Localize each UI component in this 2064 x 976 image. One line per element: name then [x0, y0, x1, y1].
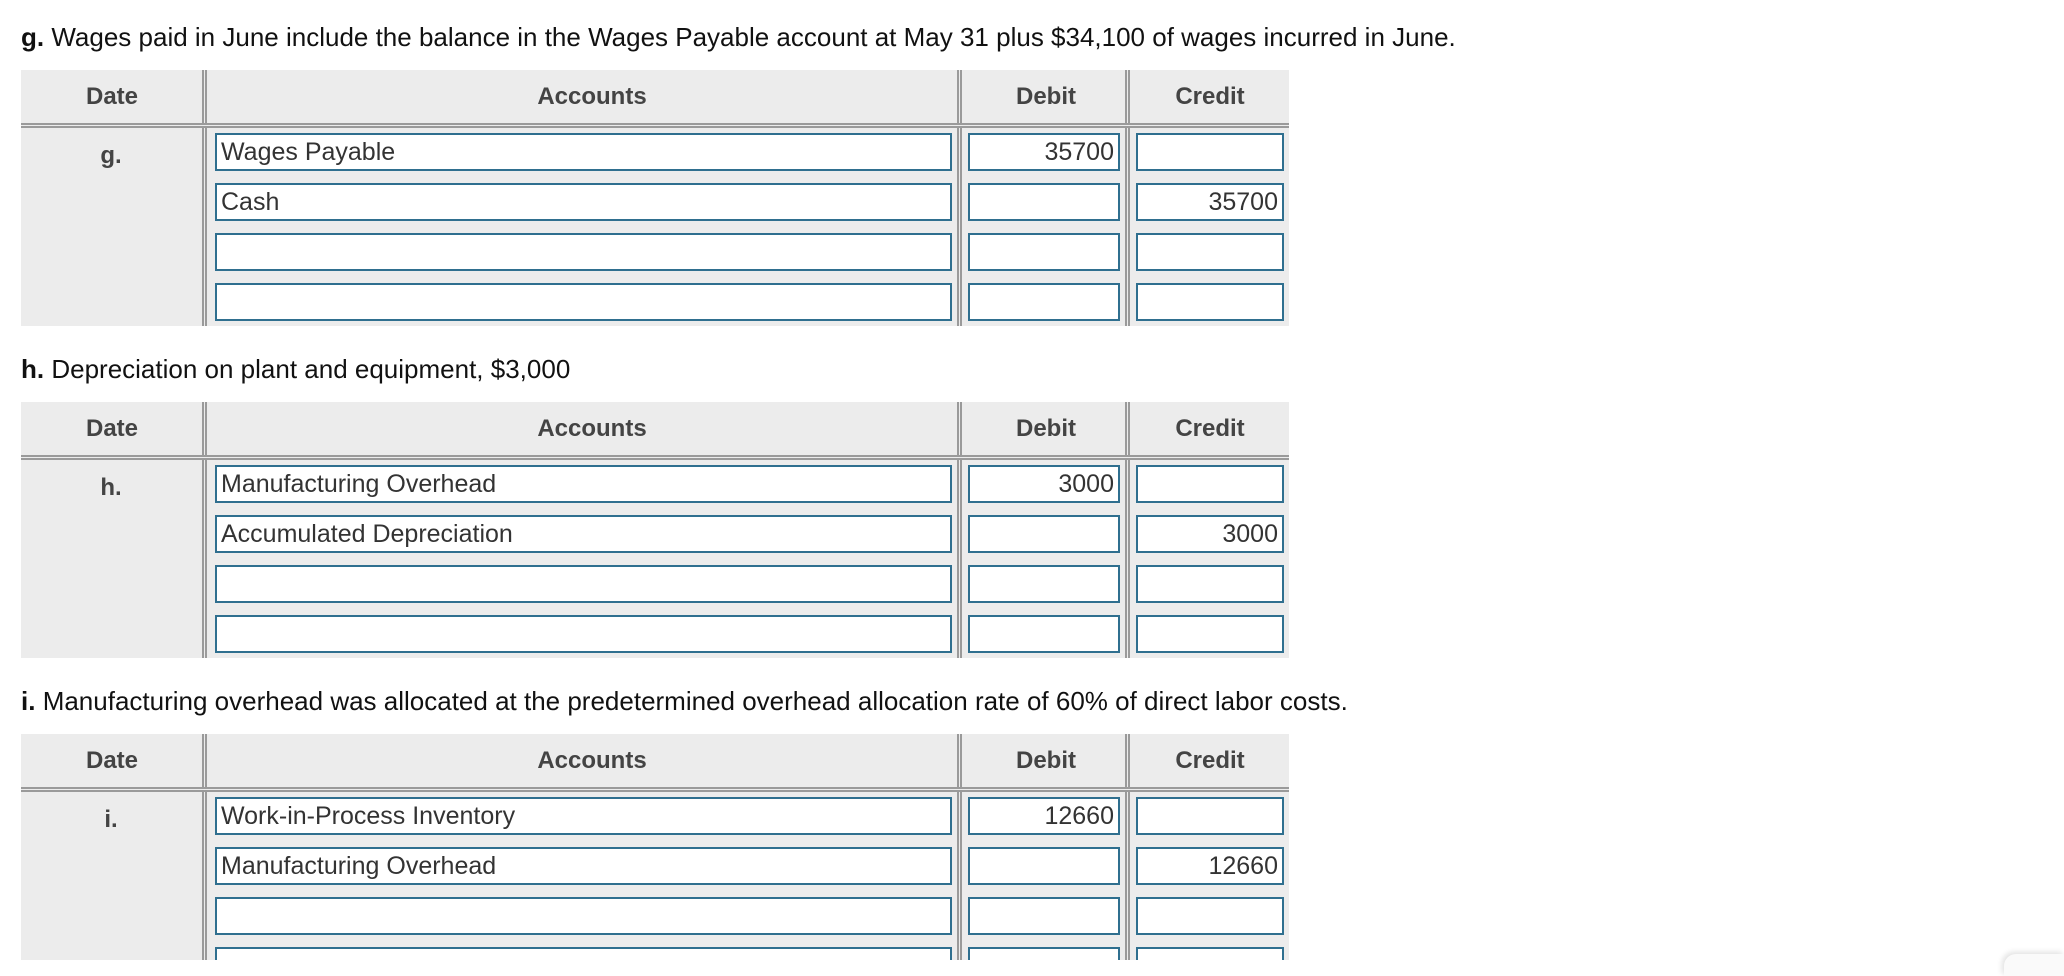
problem-i-description: Manufacturing overhead was allocated at the predetermined overhead allocation rate of 60% of direct labor costs.: [42, 686, 1348, 716]
account-input[interactable]: [215, 283, 952, 321]
accounts-header: Accounts: [537, 747, 647, 774]
debit-header: Debit: [1016, 747, 1076, 774]
credit-input[interactable]: [1136, 283, 1284, 321]
account-input[interactable]: [215, 233, 952, 271]
debit-input[interactable]: [968, 615, 1120, 653]
debit-input[interactable]: [968, 515, 1120, 553]
entry-letter-g: g.: [100, 142, 122, 169]
credit-input[interactable]: [1136, 133, 1284, 171]
date-header: Date: [85, 415, 139, 442]
problem-h-text: [21, 354, 570, 385]
debit-input[interactable]: [968, 283, 1120, 321]
problem-h-description: Depreciation on plant and equipment, $3,000: [51, 354, 571, 384]
account-input[interactable]: [215, 615, 952, 653]
debit-input[interactable]: [968, 897, 1120, 935]
problem-g-letter: g.: [21, 22, 45, 52]
account-input[interactable]: Work-in-Process Inventory: [215, 797, 952, 835]
accounts-header: Accounts: [537, 415, 647, 442]
journal-body: [21, 792, 1289, 960]
account-input[interactable]: Wages Payable: [215, 133, 952, 171]
problem-i-text: [21, 686, 1348, 717]
debit-input[interactable]: 12660: [968, 797, 1120, 835]
accounts-header: Accounts: [537, 83, 647, 110]
credit-input[interactable]: [1136, 565, 1284, 603]
debit-input[interactable]: [968, 183, 1120, 221]
entry-letter-i: i.: [104, 806, 118, 833]
problem-i-letter: i.: [21, 686, 36, 716]
debit-input[interactable]: 35700: [968, 133, 1120, 171]
credit-input[interactable]: 3000: [1136, 515, 1284, 553]
credit-header: Credit: [1175, 747, 1245, 774]
floating-widget[interactable]: [2004, 954, 2064, 976]
date-header: Date: [85, 747, 139, 774]
account-input[interactable]: Accumulated Depreciation: [215, 515, 952, 553]
credit-header: Credit: [1175, 415, 1245, 442]
debit-header: Debit: [1016, 415, 1076, 442]
credit-input[interactable]: [1136, 465, 1284, 503]
journal-body: [21, 128, 1289, 326]
debit-input[interactable]: [968, 947, 1120, 960]
debit-input[interactable]: 3000: [968, 465, 1120, 503]
journal-body: [21, 460, 1289, 658]
debit-header: Debit: [1016, 83, 1076, 110]
credit-input[interactable]: [1136, 897, 1284, 935]
account-input[interactable]: [215, 947, 952, 960]
journal-header: [21, 734, 1289, 792]
journal-table-h: [21, 402, 1289, 658]
account-input[interactable]: Cash: [215, 183, 952, 221]
entry-letter-h: h.: [100, 474, 122, 501]
credit-input[interactable]: [1136, 233, 1284, 271]
credit-input[interactable]: [1136, 797, 1284, 835]
problem-g-description: Wages paid in June include the balance in the Wages Payable account at May 31 plus $34,100 of wages incurred in June.: [51, 22, 1456, 52]
account-input[interactable]: Manufacturing Overhead: [215, 465, 952, 503]
credit-header: Credit: [1175, 83, 1245, 110]
journal-table-g: [21, 70, 1289, 326]
account-input[interactable]: Manufacturing Overhead: [215, 847, 952, 885]
problem-g-text: [21, 22, 1456, 53]
journal-header: [21, 402, 1289, 460]
debit-input[interactable]: [968, 233, 1120, 271]
account-input[interactable]: [215, 897, 952, 935]
problem-h-letter: h.: [21, 354, 45, 384]
debit-input[interactable]: [968, 565, 1120, 603]
credit-input[interactable]: [1136, 615, 1284, 653]
date-header: Date: [85, 83, 139, 110]
credit-input[interactable]: [1136, 947, 1284, 960]
account-input[interactable]: [215, 565, 952, 603]
credit-input[interactable]: 12660: [1136, 847, 1284, 885]
debit-input[interactable]: [968, 847, 1120, 885]
journal-table-i: [21, 734, 1289, 960]
credit-input[interactable]: 35700: [1136, 183, 1284, 221]
journal-header: [21, 70, 1289, 128]
